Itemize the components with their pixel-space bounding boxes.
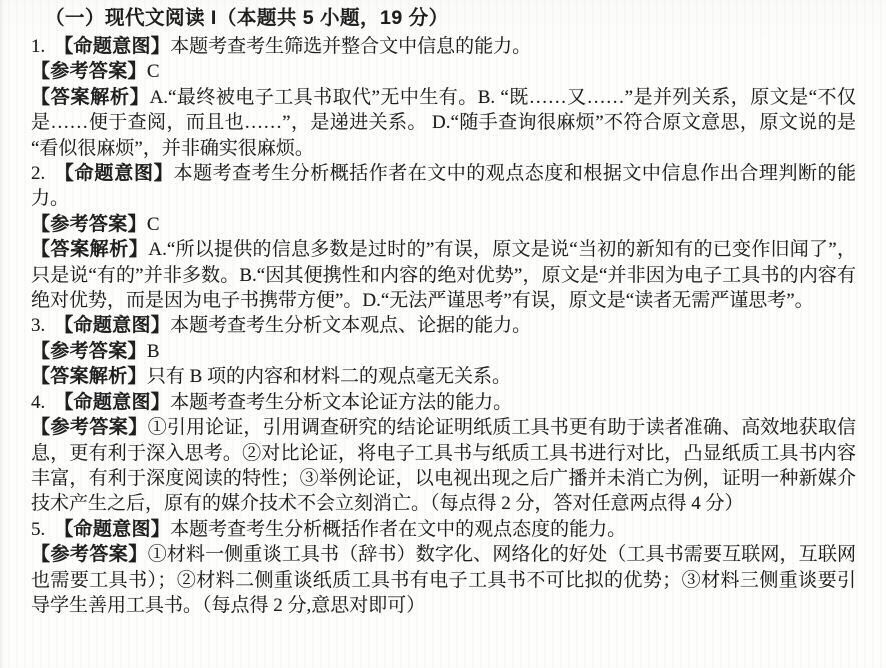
answer-label: 【参考答案】 bbox=[31, 213, 147, 235]
intent-label: 【命题意图】 bbox=[54, 36, 171, 57]
question-number: 5. bbox=[31, 518, 46, 540]
section-title: （一）现代文阅读 I（本题共 5 小题，19 分） bbox=[45, 7, 449, 29]
q4-answer-paragraph bbox=[31, 415, 856, 517]
q3-intent-paragraph bbox=[31, 313, 856, 338]
q1-answer-paragraph bbox=[31, 59, 856, 84]
intent-text: 本题考查考生分析概括作者在文中的观点态度的能力。 bbox=[170, 518, 627, 540]
answer-text: C bbox=[146, 61, 160, 83]
q1-analysis-paragraph bbox=[31, 85, 856, 161]
question-number: 2. bbox=[31, 163, 46, 185]
q2-analysis-paragraph bbox=[31, 237, 856, 313]
analysis-text: 只有 B 项的内容和材料二的观点毫无关系。 bbox=[146, 366, 511, 388]
intent-label: 【命题意图】 bbox=[54, 518, 171, 540]
intent-text: 本题考查考生分析文本观点、论据的能力。 bbox=[170, 315, 532, 337]
answer-text: ①材料一侧重谈工具书（辞书）数字化、网络化的好处（工具书需要互联网，互联网也需要工具书）；②材料二侧重谈纸质工具书有电子工具书不可比拟的优势；③材料三侧重谈要引导学生善用工具书。（每点得 2 分,意思对即可） bbox=[31, 544, 856, 616]
intent-text: 本题考查考生分析文本论证方法的能力。 bbox=[170, 391, 513, 413]
question-number: 4. bbox=[31, 391, 46, 413]
analysis-label: 【答案解析】 bbox=[31, 366, 147, 388]
intent-label: 【命题意图】 bbox=[54, 315, 171, 337]
q3-answer-paragraph bbox=[31, 339, 856, 364]
q5-intent-paragraph bbox=[31, 517, 856, 542]
q3-analysis-paragraph bbox=[31, 364, 856, 389]
q4-intent-paragraph bbox=[31, 390, 856, 415]
answer-text: C bbox=[146, 213, 160, 235]
intent-text: 本题考查考生筛选并整合文中信息的能力。 bbox=[170, 36, 532, 57]
answer-label: 【参考答案】 bbox=[31, 61, 147, 83]
answer-label: 【参考答案】 bbox=[31, 544, 148, 566]
intent-text: 本题考查考生分析概括作者在文中的观点态度和根据文中信息作出合理判断的能力。 bbox=[31, 163, 856, 210]
question-number: 3. bbox=[31, 315, 46, 337]
intent-label: 【命题意图】 bbox=[54, 163, 174, 185]
analysis-text: A.“所以提供的信息多数是过时的”有误，原文是说“当初的新知有的已变作旧闻了”，只是说“有的”并非多数。B.“因其便携性和内容的绝对优势”，原文是“并非因为电子工具书的内容有绝对优势，而是因为电子书携带方便”。D.“无法严谨思考”有误，原文是“读者无需严谨思考”。 bbox=[31, 239, 856, 312]
q5-answer-paragraph bbox=[31, 542, 856, 618]
answer-label: 【参考答案】 bbox=[31, 340, 147, 362]
question-number: 1. bbox=[31, 36, 46, 57]
intent-label: 【命题意图】 bbox=[54, 391, 171, 413]
analysis-text: A.“最终被电子工具书取代”无中生有。B. “既……又……”是并列关系，原文是“不仅是……便于查阅，而且也……”，是递进关系。 D.“随手查询很麻烦”不符合原文意思，原文说的是“看似很麻烦”，并非确实很麻烦。 bbox=[31, 86, 856, 159]
q2-intent-paragraph bbox=[31, 161, 856, 212]
answer-text: ①引用论证，引用调查研究的结论证明纸质工具书更有助于读者准确、高效地获取信息，更有利于深入思考。②对比论证，将电子工具书与纸质工具书进行对比，凸显纸质工具书内容丰富，有利于深度阅读的特性；③举例论证，以电视出现之后广播并未消亡为例，证明一种新媒介技术产生之后，原有的媒介技术不会立刻消亡。（每点得 2 分，答对任意两点得 4 分） bbox=[31, 417, 856, 515]
answer-text: B bbox=[146, 340, 160, 362]
q2-answer-paragraph bbox=[31, 212, 856, 237]
analysis-label: 【答案解析】 bbox=[31, 239, 149, 261]
answer-label: 【参考答案】 bbox=[31, 417, 148, 439]
analysis-label: 【答案解析】 bbox=[31, 86, 150, 108]
q1-intent-paragraph bbox=[31, 34, 856, 59]
